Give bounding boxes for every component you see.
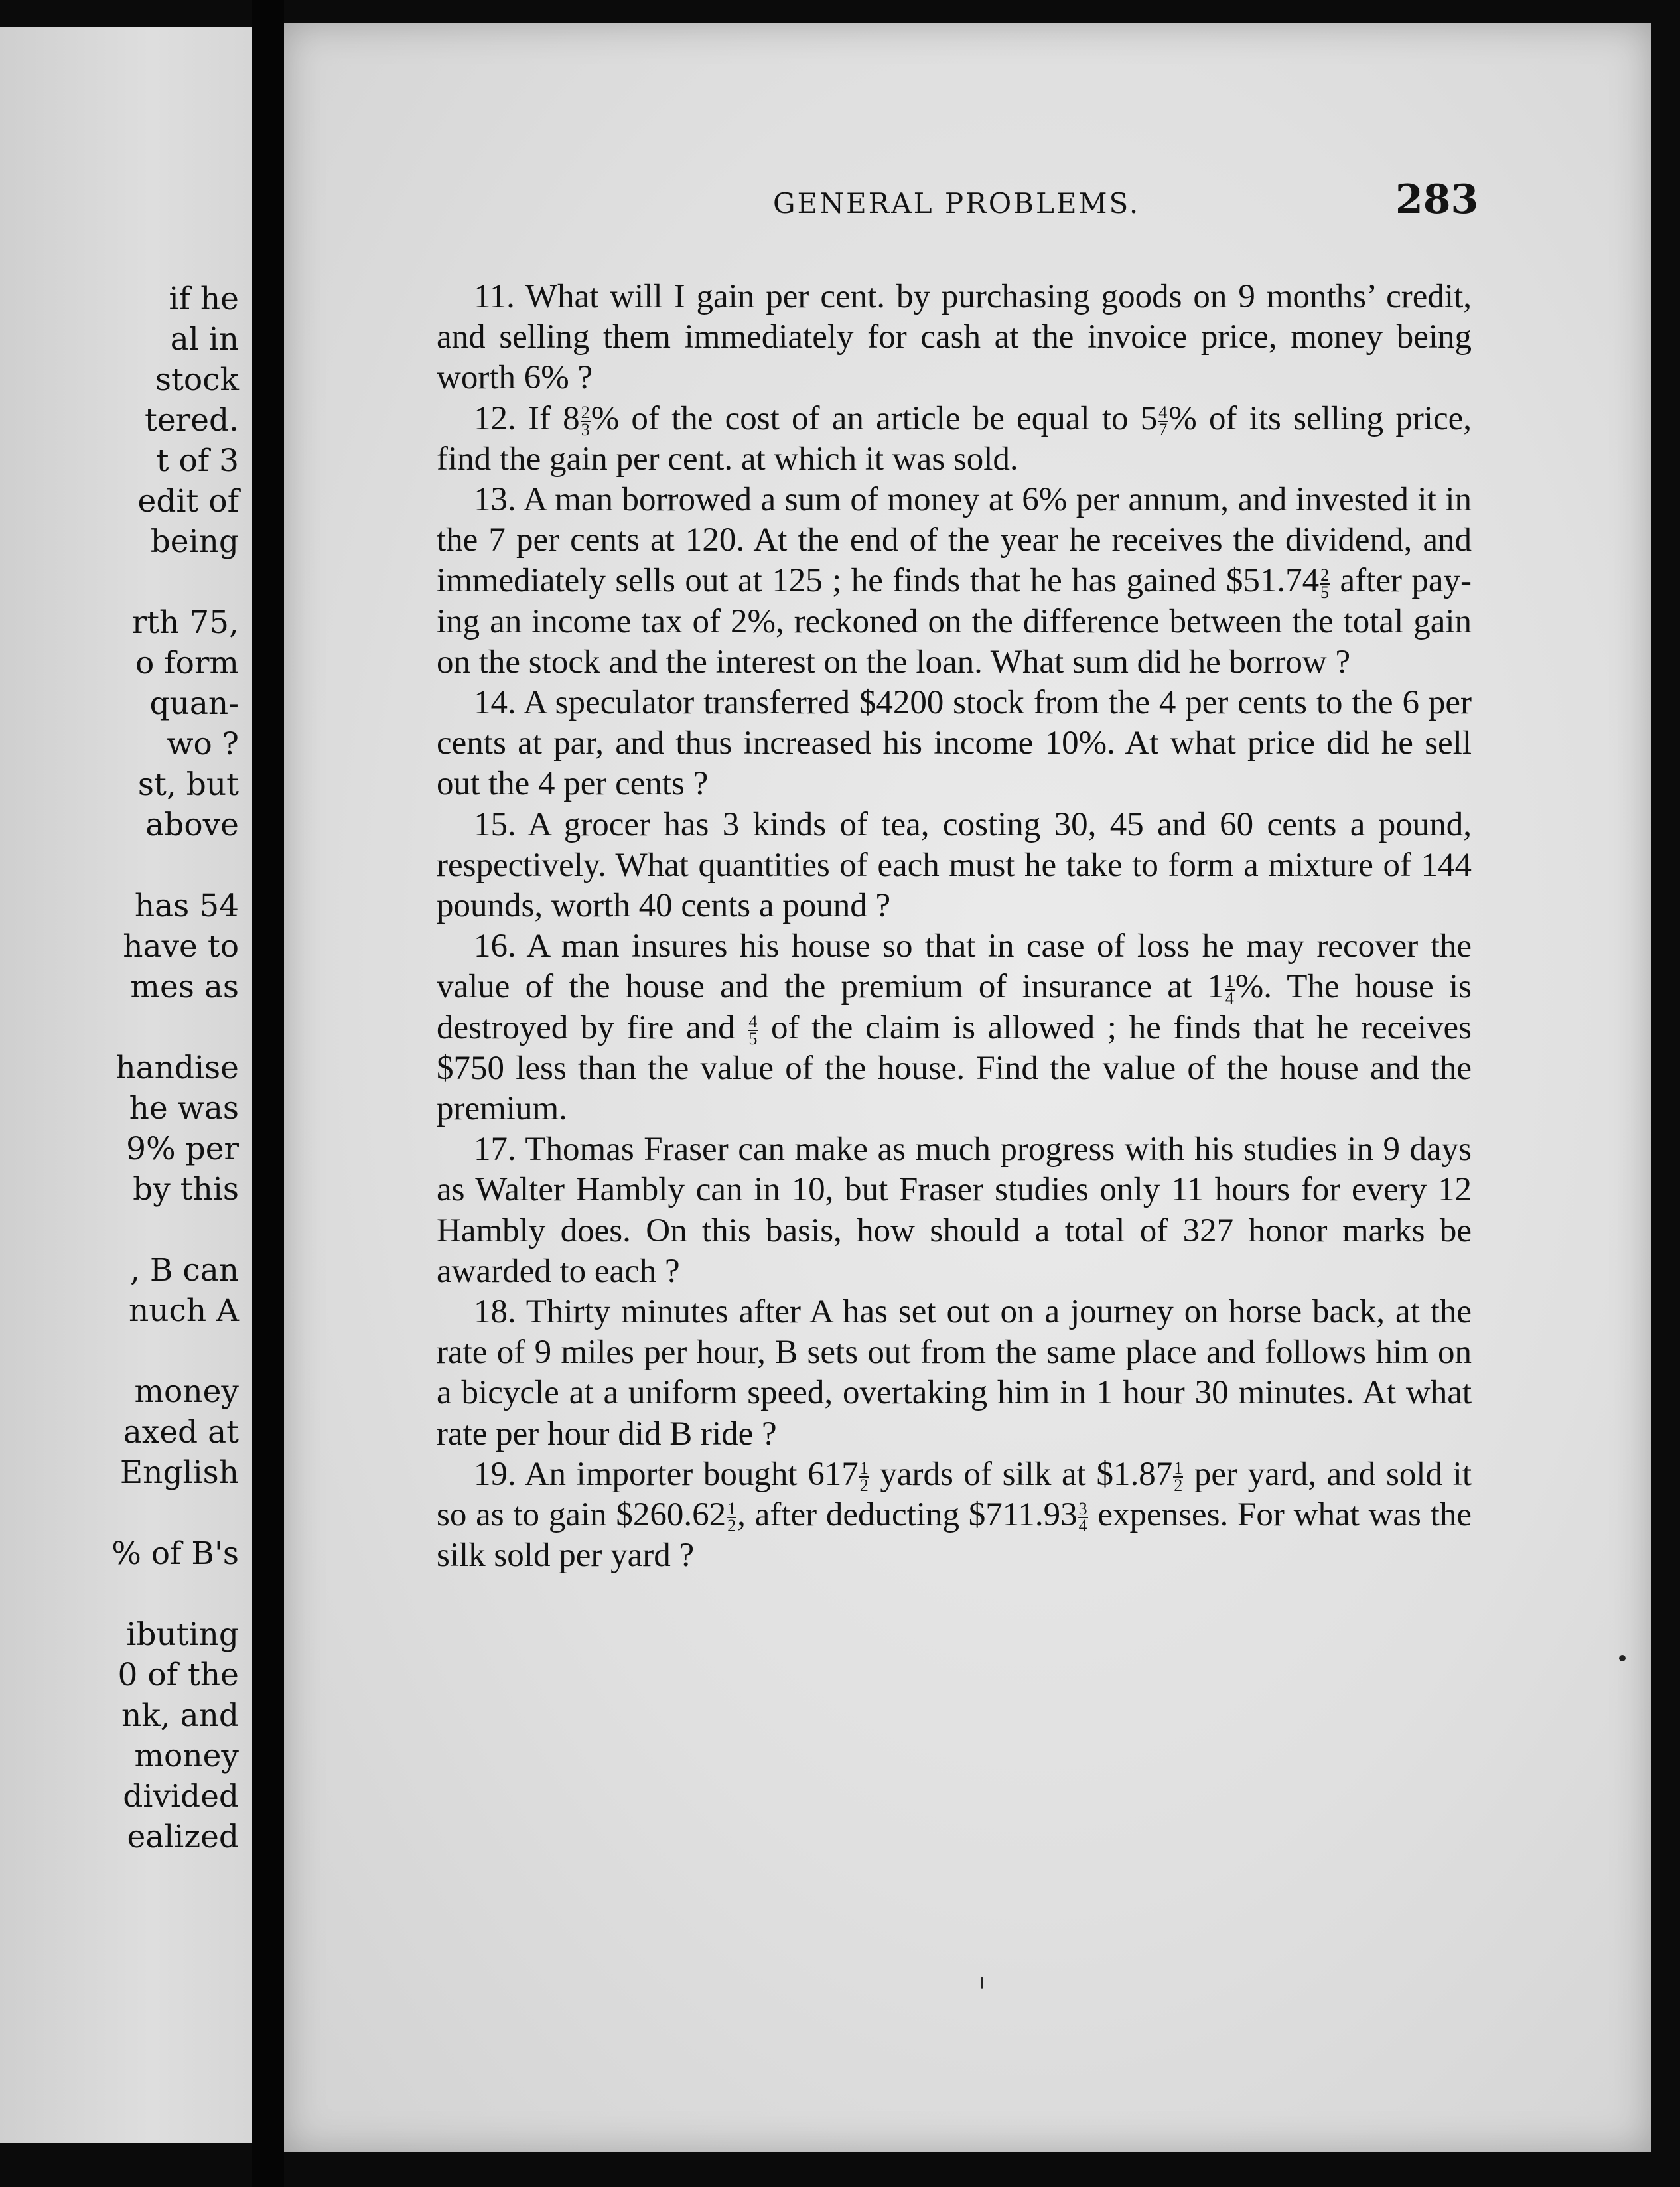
fraction-numerator: 2 <box>581 402 590 422</box>
fraction <box>581 402 591 439</box>
left-page-line: he was <box>129 1090 239 1127</box>
left-page-line: by this <box>133 1171 239 1208</box>
problem-16 <box>437 926 1472 1129</box>
fraction-numerator: 1 <box>1174 1458 1183 1478</box>
problem-number: 14. <box>474 684 524 722</box>
problem-number: 13. <box>474 481 524 519</box>
left-page-line: money <box>134 1374 239 1410</box>
problem-19 <box>437 1454 1472 1577</box>
left-page-line: nuch A <box>128 1293 239 1329</box>
fraction-numerator: 1 <box>727 1499 736 1519</box>
left-page-line: divided <box>123 1778 239 1815</box>
problem-number: 16. <box>474 928 527 965</box>
problem-text: % of the cost of an article be equal to 5 <box>591 399 1158 437</box>
left-page-line: stock <box>155 362 239 398</box>
fraction-denominator: 2 <box>727 1516 736 1536</box>
problem-text: If 8 <box>527 399 580 437</box>
left-page-line: English <box>119 1454 239 1491</box>
problem-number: 11. <box>474 278 525 315</box>
problem-text: What will I gain per cent. by purchasing goods on 9 months’ credit, and selling them immediately for cash at the invoice price, money being worth 6% ? <box>437 278 1472 397</box>
fraction-denominator: 5 <box>1320 582 1330 602</box>
fraction <box>727 1501 736 1534</box>
fraction-denominator: 4 <box>1225 988 1234 1008</box>
fraction-denominator: 3 <box>581 419 590 439</box>
fraction-denominator: 4 <box>1078 1516 1087 1536</box>
fraction-numerator: 4 <box>748 1011 758 1031</box>
fraction <box>1320 567 1330 600</box>
fraction-denominator: 2 <box>859 1476 869 1496</box>
fraction <box>748 1011 758 1048</box>
left-page-line: o form <box>135 645 239 681</box>
running-head: GENERAL PROBLEMS. <box>773 187 1141 220</box>
fraction-numerator: 1 <box>1225 971 1234 991</box>
problem-text: Thomas Fraser can make as much progress with his studies in 9 days as Walter Hambly can in 10, but Fraser studies only 11 hours for every 12 Hambly does. On this basis, how should a total of 327 honor marks be awarded to each ? <box>437 1131 1472 1290</box>
problem-12 <box>437 399 1472 480</box>
problem-text: expenses. For what was the silk sold per yard ? <box>437 1496 1472 1575</box>
left-page-line: st, but <box>137 766 239 803</box>
fraction-numerator: 1 <box>859 1458 869 1478</box>
fraction-numerator: 4 <box>1158 402 1168 422</box>
left-page-line <box>0 1210 239 1250</box>
fraction <box>1173 1460 1183 1494</box>
left-page-line: nk, and <box>121 1697 239 1734</box>
left-page-line <box>0 1331 239 1372</box>
problem-text: yards of silk at $1.87 <box>869 1455 1173 1493</box>
problem-text: A man insures his house so that in case of loss he may recover the value of the house and the premium of insurance at 1 <box>437 928 1472 1006</box>
fraction-denominator: 2 <box>1174 1476 1183 1496</box>
left-page-line: ibuting <box>126 1616 239 1653</box>
left-page-line <box>0 1574 239 1614</box>
problem-number: 17. <box>474 1131 525 1168</box>
left-page-fragment <box>0 27 252 2143</box>
problem-number: 15. <box>474 806 528 843</box>
page-283 <box>284 23 1651 2152</box>
left-page-text <box>0 279 239 1857</box>
problem-11 <box>437 277 1472 399</box>
left-page-line: rth 75, <box>131 604 239 641</box>
problem-text: per yard, and sold it so as to gain $260.62 <box>437 1455 1472 1534</box>
left-page-line: 9% per <box>126 1131 239 1167</box>
problem-text: A man borrowed a sum of money at 6% per annum, and invested it in the 7 per cents at 120. At the end of the year he receives the dividend, and immediately sells out at 125 ; he finds that he has gained $51.74 <box>437 481 1472 600</box>
fraction-numerator: 2 <box>1320 565 1330 585</box>
fraction <box>1225 973 1235 1007</box>
problem-text: of the claim is allowed ; he finds that he receives $750 less than the value of the house. Find the value of the house and the premium. <box>437 1009 1472 1128</box>
problem-text: , after deducting $711.93 <box>737 1496 1078 1534</box>
left-page-line: if he <box>169 281 239 317</box>
fraction <box>859 1460 869 1494</box>
left-page-line <box>0 1493 239 1533</box>
fraction-denominator: 5 <box>748 1028 758 1048</box>
left-page-line: ealized <box>127 1819 239 1855</box>
left-page-line: being <box>150 524 239 560</box>
left-page-line: tered. <box>144 402 239 439</box>
left-page-line: wo ? <box>167 726 239 762</box>
left-page-line: % of B's <box>111 1535 239 1572</box>
problem-13 <box>437 480 1472 683</box>
problem-15 <box>437 805 1472 927</box>
fraction <box>1078 1501 1088 1534</box>
left-page-line: money <box>134 1738 239 1774</box>
left-page-line: edit of <box>137 483 239 520</box>
problem-text: after paying an income tax of 2%, reckoned on the difference between the total gain on the stock and the interest on the loan. What sum did he borrow ? <box>437 562 1472 681</box>
problem-text: An importer bought 617 <box>524 1455 859 1493</box>
problem-text: A speculator transferred $4200 stock from the 4 per cents to the 6 per cents at par, and thus increased his income 10%. At what price did he sell out the 4 per cents ? <box>437 684 1472 803</box>
page-header <box>284 176 1651 234</box>
problem-14 <box>437 683 1472 805</box>
problem-18 <box>437 1292 1472 1454</box>
problem-text: Thirty minutes after A has set out on a journey on horse back, at the rate of 9 miles per hour, B sets out from the same place and follows him on a bicycle at a uniform speed, overtaking him in 1 hour 30 minutes. At what rate per hour did B ride ? <box>437 1293 1472 1452</box>
left-page-line: axed at <box>123 1414 239 1450</box>
left-page-line <box>0 845 239 886</box>
left-page-line <box>0 562 239 602</box>
left-page-line: , B can <box>130 1252 239 1289</box>
problem-17 <box>437 1129 1472 1292</box>
problem-number: 18. <box>474 1293 526 1331</box>
page-number: 283 <box>1395 176 1479 223</box>
left-page-line: t of 3 <box>156 443 239 479</box>
problem-text: A grocer has 3 kinds of tea, costing 30, 45 and 60 cents a pound, respectively. What quantities of each must he take to form a mixture of 144 pounds, worth 40 cents a pound ? <box>437 806 1472 925</box>
problem-text: % of its selling price, find the gain per cent. at which it was sold. <box>437 399 1472 478</box>
fraction <box>1158 402 1168 439</box>
left-page-line: al in <box>170 321 239 358</box>
left-page-line: above <box>145 807 239 843</box>
left-page-line: 0 of the <box>117 1657 239 1693</box>
problem-list <box>437 277 1472 1577</box>
fraction-numerator: 3 <box>1078 1499 1087 1519</box>
book-gutter <box>252 0 284 2187</box>
problem-text: %. The house is destroyed by fire and <box>437 968 1472 1046</box>
problem-number: 19. <box>474 1455 525 1493</box>
scan-speck <box>1619 1655 1626 1661</box>
left-page-line: handise <box>115 1050 239 1086</box>
left-page-line: mes as <box>130 969 239 1005</box>
left-page-line: quan- <box>149 685 239 722</box>
left-page-line: has 54 <box>134 888 239 924</box>
scan-speck <box>981 1977 983 1989</box>
problem-number: 12. <box>474 399 528 437</box>
fraction-denominator: 7 <box>1158 419 1168 439</box>
left-page-line <box>0 1007 239 1048</box>
left-page-line: have to <box>123 928 239 965</box>
